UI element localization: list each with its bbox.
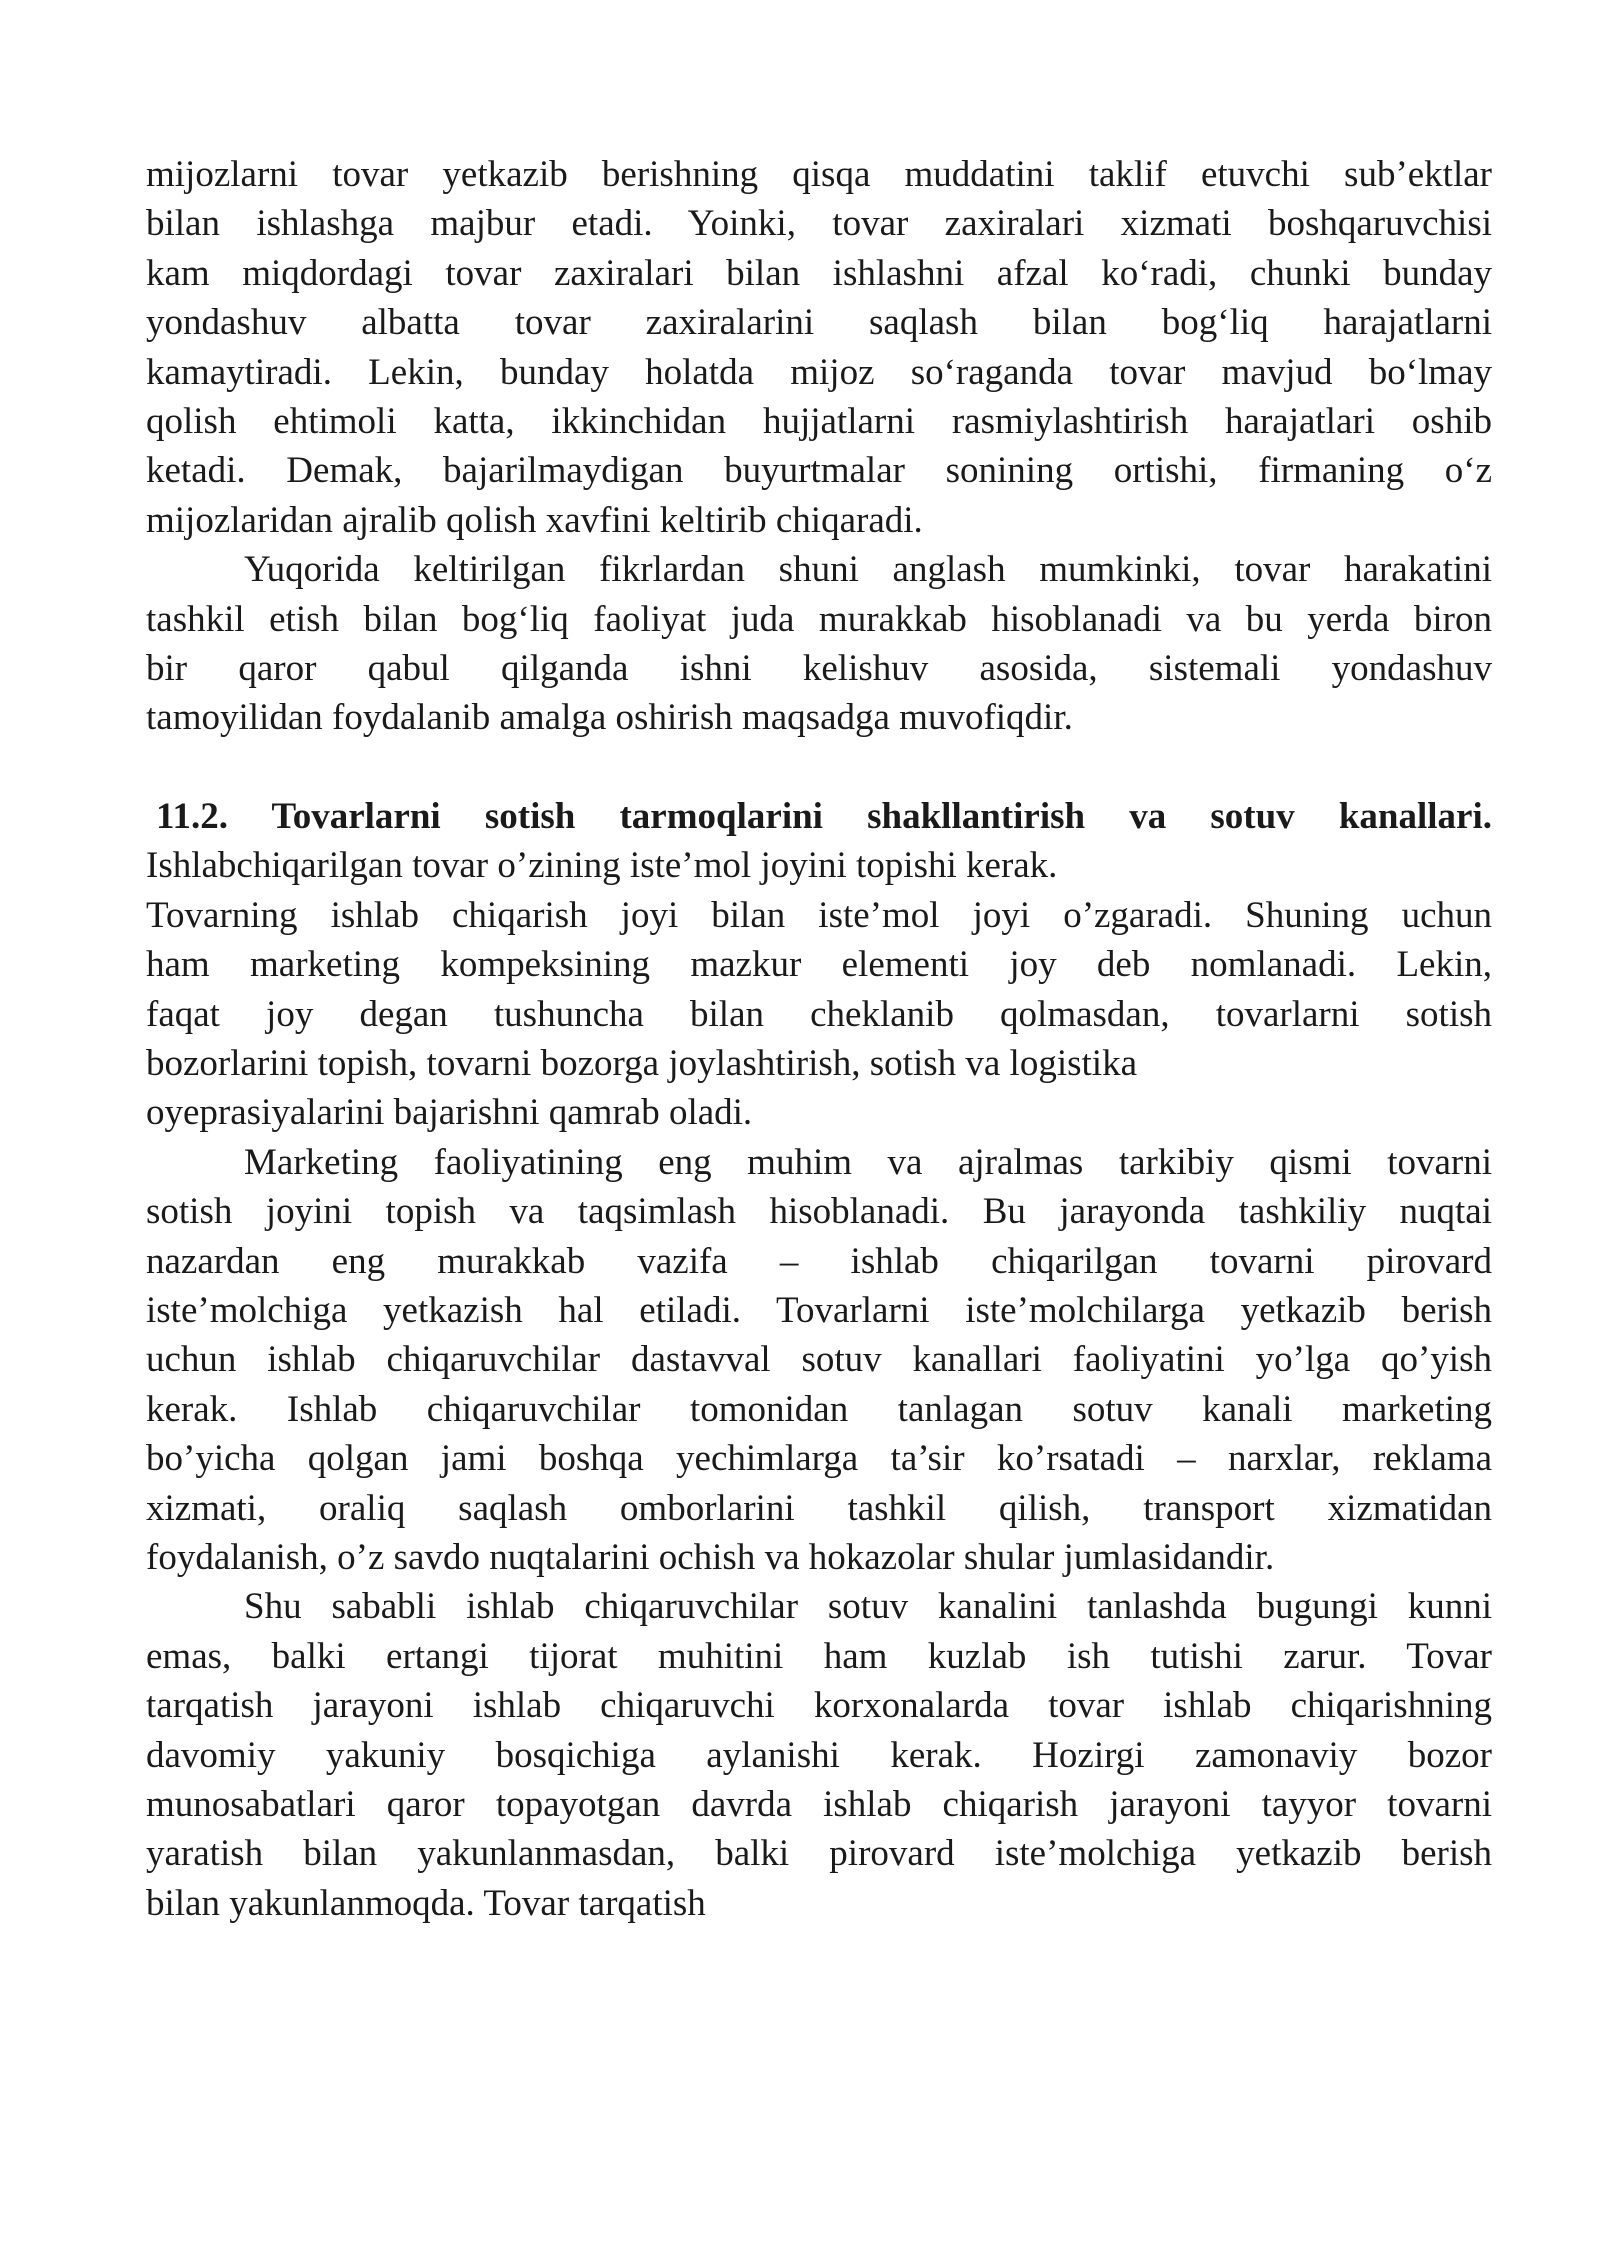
section-heading: 11.2. Tovarlarni sotish tarmoqlarini shakllantirish va sotuv kanallari. — [156, 795, 1492, 837]
text-line: ketadi. Demak, bajarilmaydigan buyurtmalar sonining ortishi, firmaning o‘z — [146, 450, 1492, 492]
text-line: Yuqorida keltirilgan fikrlardan shuni anglash mumkinki, tovar harakatini — [244, 549, 1492, 591]
text-line: xizmati, oraliq saqlash omborlarini tashkil qilish, transport xizmatidan — [146, 1487, 1492, 1529]
text-line: faqat joy degan tushuncha bilan cheklanib qolmasdan, tovarlarni sotish — [146, 993, 1492, 1035]
text-line: bilan yakunlanmoqda. Tovar tarqatish — [146, 1882, 706, 1924]
text-line: oyeprasiyalarini bajarishni qamrab oladi. — [146, 1092, 753, 1134]
text-line: bir qaror qabul qilganda ishni kelishuv asosida, sistemali yondashuv — [146, 648, 1492, 690]
text-line: tarqatish jarayoni ishlab chiqaruvchi korxonalarda tovar ishlab chiqarishning — [146, 1685, 1492, 1727]
text-line: qolish ehtimoli katta, ikkinchidan hujjatlarni rasmiylashtirish harajatlari oshib — [146, 401, 1492, 443]
text-line: foydalanish, o’z savdo nuqtalarini ochish va hokazolar shular jumlasidandir. — [146, 1536, 1275, 1578]
text-line: uchun ishlab chiqaruvchilar dastavval sotuv kanallari faoliyatini yo’lga qo’yish — [146, 1339, 1492, 1381]
text-line: kam miqdordagi tovar zaxiralari bilan ishlashni afzal ko‘radi, chunki bunday — [146, 252, 1492, 294]
text-line: kamaytiradi. Lekin, bunday holatda mijoz so‘raganda tovar mavjud bo‘lmay — [146, 351, 1492, 393]
section-spacer — [146, 743, 1492, 792]
text-line: tamoyilidan foydalanib amalga oshirish maqsadga muvofiqdir. — [146, 697, 1073, 739]
text-line: bo’yicha qolgan jami boshqa yechimlarga ta’sir ko’rsatadi – narxlar, reklama — [146, 1438, 1492, 1480]
text-line: mijozlarni tovar yetkazib berishning qisqa muddatini taklif etuvchi sub’ektlar — [146, 154, 1492, 195]
text-line: Tovarning ishlab chiqarish joyi bilan iste’mol joyi o’zgaradi. Shuning uchun — [146, 894, 1492, 936]
paragraph-sales-channel — [146, 1582, 1492, 1928]
paragraph-conclusion — [146, 545, 1492, 743]
text-line: Marketing faoliyatining eng muhim va ajralmas tarkibiy qismi tovarni — [244, 1141, 1492, 1183]
text-line: sotish joyini topish va taqsimlash hisoblanadi. Bu jarayonda tashkiliy nuqtai — [146, 1191, 1492, 1233]
paragraph-marketing — [146, 1138, 1492, 1583]
text-line: Shu sababli ishlab chiqaruvchilar sotuv kanalini tanlashda bugungi kunni — [244, 1586, 1492, 1628]
text-line: yaratish bilan yakunlanmasdan, balki pirovard iste’molchiga yetkazib berish — [146, 1833, 1492, 1875]
text-line: mijozlaridan ajralib qolish xavfini keltirib chiqaradi. — [146, 499, 923, 541]
text-line: kerak. Ishlab chiqaruvchilar tomonidan tanlagan sotuv kanali marketing — [146, 1388, 1492, 1430]
text-line: davomiy yakuniy bosqichiga aylanishi kerak. Hozirgi zamonaviy bozor — [146, 1734, 1492, 1776]
paragraph-continuation — [146, 150, 1492, 545]
text-line: bilan ishlashga majbur etadi. Yoinki, tovar zaxiralari xizmati boshqaruvchisi — [146, 203, 1492, 245]
section-11-2 — [146, 792, 1492, 1138]
text-line: emas, balki ertangi tijorat muhitini ham kuzlab ish tutishi zarur. Tovar — [146, 1635, 1492, 1677]
text-line: nazardan eng murakkab vazifa – ishlab chiqarilgan tovarni pirovard — [146, 1240, 1492, 1282]
text-line: iste’molchiga yetkazish hal etiladi. Tovarlarni iste’molchilarga yetkazib berish — [146, 1289, 1492, 1331]
text-line: bozorlarini topish, tovarni bozorga joylashtirish, sotish va logistika — [146, 1042, 1137, 1084]
document-page — [146, 150, 1492, 1928]
text-line: tashkil etish bilan bog‘liq faoliyat juda murakkab hisoblanadi va bu yerda biron — [146, 598, 1492, 640]
text-line: munosabatlari qaror topayotgan davrda ishlab chiqarish jarayoni tayyor tovarni — [146, 1784, 1492, 1825]
text-line: yondashuv albatta tovar zaxiralarini saqlash bilan bog‘liq harajatlarni — [146, 302, 1492, 344]
text-line: ham marketing kompeksining mazkur elementi joy deb nomlanadi. Lekin, — [146, 944, 1492, 986]
text-line: Ishlabchiqarilgan tovar o’zining iste’mol joyini topishi kerak. — [146, 845, 1058, 887]
